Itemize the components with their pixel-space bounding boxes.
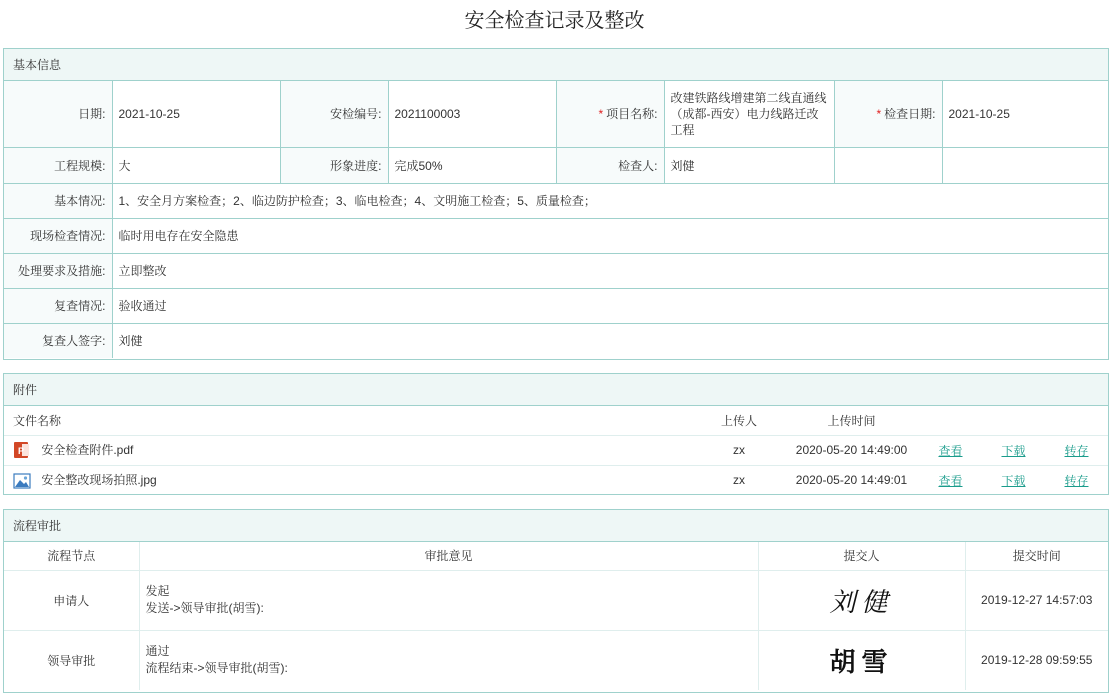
empty-cell (834, 147, 942, 183)
progress-label: 形象进度: (280, 147, 388, 183)
submitter-cell (758, 630, 965, 690)
submitter-cell (758, 570, 965, 630)
basic-info-panel (3, 48, 1109, 360)
file-name[interactable]: 安全整改现场拍照.jpg (41, 472, 157, 487)
attachments-header: 附件 (4, 374, 1108, 406)
inspector-value: 刘健 (664, 147, 834, 183)
column-action (982, 406, 1045, 435)
file-name-cell (4, 435, 694, 465)
recheck-value: 验收通过 (112, 288, 1108, 323)
recheck-signature-label: 复查人签字: (4, 323, 112, 358)
basic-info-table (4, 81, 1108, 358)
project-name-label: 项目名称: (606, 107, 658, 122)
basic-info-header: 基本信息 (4, 49, 1108, 81)
table-row (4, 630, 1108, 690)
attachments-panel (3, 373, 1109, 495)
attachments-table (4, 406, 1108, 495)
date-value: 2021-10-25 (112, 81, 280, 147)
scale-value: 大 (112, 147, 280, 183)
inspector-label: 检查人: (556, 147, 664, 183)
download-link[interactable]: 下载 (1001, 443, 1026, 458)
flow-approval-header: 流程审批 (4, 510, 1108, 542)
column-action (1045, 406, 1108, 435)
column-uploader: 上传人 (694, 406, 784, 435)
opinion-line: 发起 (145, 584, 170, 598)
empty-cell (942, 147, 1108, 183)
progress-value: 完成50% (388, 147, 556, 183)
basic-situation-value: 1、安全月方案检查；2、临边防护检查；3、临电检查；4、文明施工检查；5、质量检查； (112, 183, 1108, 218)
project-name-label-cell (556, 81, 664, 147)
check-date-value: 2021-10-25 (942, 81, 1108, 147)
column-file-name: 文件名称 (4, 406, 694, 435)
check-no-value: 2021100003 (388, 81, 556, 147)
required-mark: * (598, 107, 604, 122)
column-submitter: 提交人 (758, 542, 965, 570)
transfer-link[interactable]: 转存 (1064, 473, 1089, 488)
column-action (919, 406, 982, 435)
submit-time: 2019-12-27 14:57:03 (965, 570, 1108, 630)
pdf-file-icon (13, 441, 31, 459)
flow-header-row (4, 542, 1108, 570)
column-opinion: 审批意见 (139, 542, 758, 570)
table-row (4, 465, 1108, 495)
submit-time: 2019-12-28 09:59:55 (965, 630, 1108, 690)
opinion-line: 通过 (145, 644, 170, 659)
opinion-cell (139, 630, 758, 690)
page-title: 安全检查记录及整改 (464, 10, 645, 32)
svg-text:P: P (18, 446, 25, 457)
upload-time: 2020-05-20 14:49:00 (784, 435, 919, 465)
attachments-header-row (4, 406, 1108, 435)
file-name-cell (4, 465, 694, 495)
transfer-link[interactable]: 转存 (1064, 443, 1089, 458)
flow-approval-table (4, 542, 1108, 690)
uploader: zx (694, 465, 784, 495)
flow-node: 领导审批 (4, 630, 139, 690)
date-label: 日期: (4, 81, 112, 147)
view-link[interactable]: 查看 (938, 443, 963, 458)
recheck-label: 复查情况: (4, 288, 112, 323)
view-link[interactable]: 查看 (938, 473, 963, 488)
check-date-label-cell (834, 81, 942, 147)
signature: 胡雪 (829, 647, 894, 678)
check-date-label: 检查日期: (884, 107, 936, 122)
signature: 刘健 (829, 587, 894, 618)
scale-label: 工程规模: (4, 147, 112, 183)
table-row (4, 570, 1108, 630)
uploader: zx (694, 435, 784, 465)
project-name-value: 改建铁路线增建第二线直通线（成都-西安）电力线路迁改工程 (664, 81, 834, 147)
handling-value: 立即整改 (112, 253, 1108, 288)
flow-approval-panel (3, 509, 1109, 693)
column-submit-time: 提交时间 (965, 542, 1108, 570)
site-check-value: 临时用电存在安全隐患 (112, 218, 1108, 253)
download-link[interactable]: 下载 (1001, 473, 1026, 488)
check-no-label: 安检编号: (280, 81, 388, 147)
table-row (4, 435, 1108, 465)
image-file-icon (13, 472, 31, 490)
handling-label: 处理要求及措施: (4, 253, 112, 288)
basic-situation-label: 基本情况: (4, 183, 112, 218)
recheck-signature-value: 刘健 (112, 323, 1108, 358)
opinion-line: 发送->领导审批(胡雪): (145, 601, 264, 615)
column-upload-time: 上传时间 (784, 406, 919, 435)
column-flow-node: 流程节点 (4, 542, 139, 570)
flow-node: 申请人 (4, 570, 139, 630)
upload-time: 2020-05-20 14:49:01 (784, 465, 919, 495)
opinion-line: 流程结束->领导审批(胡雪): (145, 661, 288, 676)
file-name[interactable]: 安全检查附件.pdf (41, 442, 134, 457)
required-mark: * (876, 107, 882, 122)
opinion-cell (139, 570, 758, 630)
site-check-label: 现场检查情况: (4, 218, 112, 253)
